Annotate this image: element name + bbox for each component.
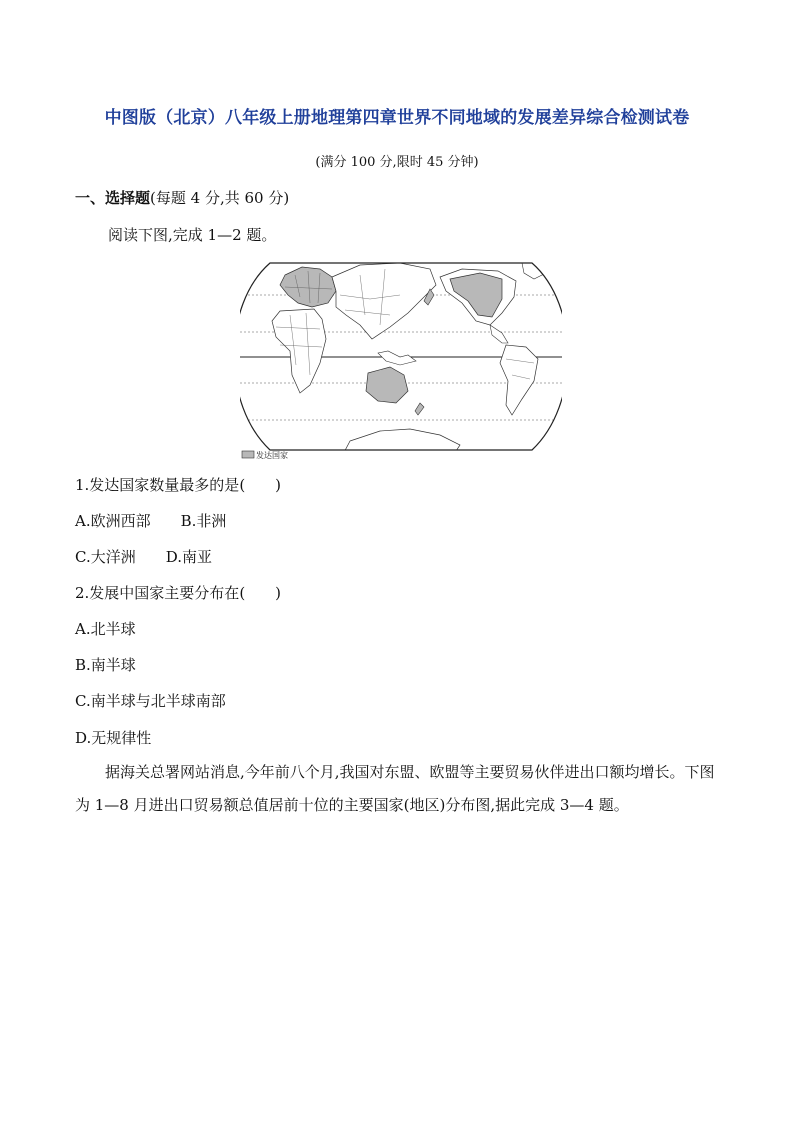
question-2-option-d: D.无规律性 <box>75 729 152 747</box>
section-heading <box>75 187 289 208</box>
question-2-option-b: B.南半球 <box>75 656 136 674</box>
intro-text-1: 阅读下图,完成 1—2 题。 <box>108 226 277 244</box>
question-2-stem: 2.发展中国家主要分布在( ) <box>75 584 282 602</box>
question-2-option-c: C.南半球与北半球南部 <box>75 692 226 710</box>
intro-text-2: 据海关总署网站消息,今年前八个月,我国对东盟、欧盟等主要贸易伙伴进出口额均增长。下图为 1—8 月进出口贸易额总值居前十位的主要国家(地区)分布图,据此完成 3—4 题。 <box>75 763 715 814</box>
question-1-options-a-b: A.欧洲西部 B.非洲 <box>75 512 227 530</box>
map-legend <box>242 450 288 460</box>
question-1-stem: 1.发达国家数量最多的是( ) <box>75 476 282 494</box>
document-title: 中图版（北京）八年级上册地理第四章世界不同地域的发展差异综合检测试卷 <box>104 108 690 128</box>
question-1-options-c-d: C.大洋洲 D.南亚 <box>75 548 212 566</box>
legend-label: 发达国家 <box>256 451 288 460</box>
document-subtitle: (满分 100 分,限时 45 分钟) <box>315 155 479 170</box>
section-note: (每题 4 分,共 60 分) <box>150 189 290 207</box>
world-map-figure <box>240 255 562 460</box>
section-title: 一、选择题 <box>75 189 151 207</box>
question-2-option-a: A.北半球 <box>75 620 136 638</box>
legend-swatch <box>242 451 254 458</box>
